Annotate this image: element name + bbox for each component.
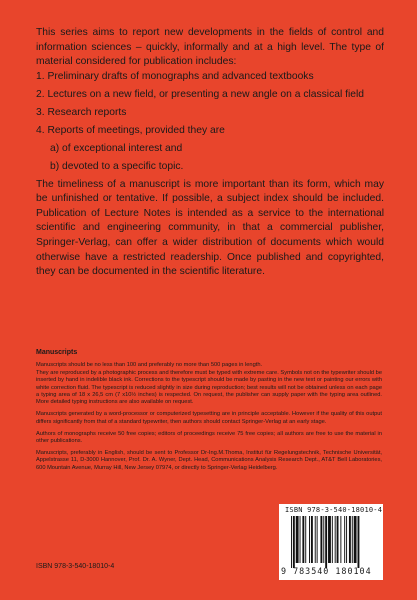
- manuscripts-paragraph: Manuscripts, preferably in English, should be sent to Professor Dr-Ing.M.Thoma, Institut für Regelungstechnik, Technische Universität, Appelstrasse 11, D-3000 Hannover, Prof. Dr. A. Wyner, Dept. Head, Communications Analysis Research Dept., AT&T Bell Laboratories, 600 Mountain Avenue, Murray Hill, New Jersey 07974, or directly to Springer-Verlag Heidelberg.: [36, 449, 382, 471]
- sublist-item-a: a) of exceptional interest and: [50, 142, 183, 154]
- list-item-3: 3. Research reports: [36, 106, 127, 118]
- barcode-isbn: ISBN 978-3-540-18010-4: [285, 506, 383, 514]
- manuscripts-paragraph: Manuscripts should be no less than 100 and preferably no more than 500 pages in length.: [36, 362, 263, 369]
- intro-paragraph: This series aims to report new developments in the fields of control and information sciences – quickly, informally and at a high level. The type of material considered for publication includes:: [36, 27, 384, 68]
- main-text: [36, 26, 384, 280]
- manuscripts-heading: Manuscripts: [36, 349, 78, 356]
- manuscripts-section: [36, 349, 382, 477]
- isbn-text: ISBN 978-3-540-18010-4: [36, 563, 115, 570]
- material-list: [36, 70, 384, 175]
- barcode-digits: 9 783540 180104: [281, 566, 372, 576]
- list-item-1: 1. Preliminary drafts of monographs and advanced textbooks: [36, 70, 314, 82]
- manuscripts-paragraph: Manuscripts generated by a word-processor or computerized typesetting are in principle acceptable. However if the quality of this output differs significantly from that of a standard typewriter, then authors should contact Springer-Verlag at an early stage.: [36, 411, 382, 425]
- manuscripts-paragraph: Authors of monographs receive 50 free copies; editors of proceedings receive 75 free copies; all authors are free to use the material in other publications.: [36, 430, 382, 445]
- list-item-4: 4. Reports of meetings, provided they are: [36, 124, 225, 136]
- list-item-2: 2. Lectures on a new field, or presenting a new angle on a classical field: [36, 88, 364, 100]
- sublist-item-b: b) devoted to a specific topic.: [50, 160, 184, 172]
- barcode-icon: [291, 516, 375, 568]
- timeliness-paragraph: The timeliness of a manuscript is more important than its form, which may be unfinished or tentative. If possible, a subject index should be included. Publication of Lecture Notes is intended as a service to the international scientific and engineering community, in that a commercial publisher, Springer-Verlag, can offer a wider distribution of documents which would otherwise have a restricted readership. Once published and copyrighted, they can be documented in the scientific literature.: [36, 178, 384, 278]
- manuscripts-paragraph: They are reproduced by a photographic process and therefore must be typed with extreme care. Symbols not on the typewriter should be inserted by hand in indelible black ink. Corrections to the typescript should be made by pasting in the new text or painting our errors with white correction fluid. The typescript is reduced slightly in size during reproduction; best results will not be obtained unless on each page a typing area of 18 x 26,5 cm (7 x10½ inches) is respected. On request, the publisher can supply paper with the typing area outlined. More detailed typing instructions are also available on request.: [36, 369, 382, 406]
- barcode: [279, 504, 383, 580]
